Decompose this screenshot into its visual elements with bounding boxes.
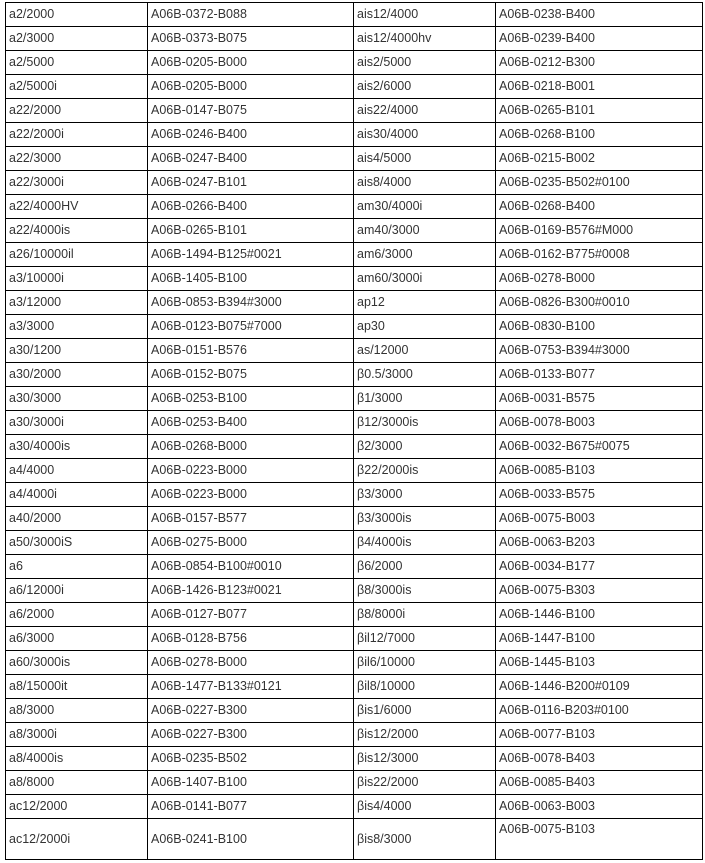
part-number-cell: A06B-0826-B300#0010 — [496, 291, 703, 315]
table-row — [6, 195, 703, 219]
part-number-cell: A06B-1426-B123#0021 — [148, 579, 354, 603]
part-number-cell: A06B-0218-B001 — [496, 75, 703, 99]
table-row — [6, 771, 703, 795]
part-number-cell: A06B-1405-B100 — [148, 267, 354, 291]
motor-model-cell: ais4/5000 — [354, 147, 496, 171]
table-row — [6, 3, 703, 27]
parts-table-container — [5, 2, 703, 860]
motor-model-cell: βis4/4000 — [354, 795, 496, 819]
part-number-cell: A06B-0151-B576 — [148, 339, 354, 363]
table-row — [6, 243, 703, 267]
part-number-cell: A06B-0116-B203#0100 — [496, 699, 703, 723]
motor-model-cell: βis1/6000 — [354, 699, 496, 723]
table-row — [6, 627, 703, 651]
part-number-cell: A06B-0265-B101 — [496, 99, 703, 123]
part-number-cell: A06B-0123-B075#7000 — [148, 315, 354, 339]
table-row — [6, 147, 703, 171]
table-row — [6, 171, 703, 195]
motor-model-cell: βil8/10000 — [354, 675, 496, 699]
table-row — [6, 723, 703, 747]
motor-model-cell: am30/4000i — [354, 195, 496, 219]
part-number-cell: A06B-0268-B100 — [496, 123, 703, 147]
part-number-cell: A06B-0075-B303 — [496, 579, 703, 603]
table-row — [6, 435, 703, 459]
table-row — [6, 219, 703, 243]
part-number-cell: A06B-0235-B502#0100 — [496, 171, 703, 195]
motor-model-cell: a30/1200 — [6, 339, 148, 363]
table-row — [6, 483, 703, 507]
table-row — [6, 531, 703, 555]
part-number-cell: A06B-0268-B400 — [496, 195, 703, 219]
motor-model-cell: a22/3000 — [6, 147, 148, 171]
part-number-cell: A06B-0063-B003 — [496, 795, 703, 819]
part-number-cell: A06B-0075-B103 — [496, 819, 703, 860]
part-number-cell: A06B-0147-B075 — [148, 99, 354, 123]
part-number-cell: A06B-0253-B100 — [148, 387, 354, 411]
part-number-cell: A06B-0063-B203 — [496, 531, 703, 555]
part-number-cell: A06B-1446-B100 — [496, 603, 703, 627]
part-number-cell: A06B-0278-B000 — [496, 267, 703, 291]
motor-model-cell: a50/3000iS — [6, 531, 148, 555]
motor-model-cell: β3/3000is — [354, 507, 496, 531]
motor-model-cell: a2/5000 — [6, 51, 148, 75]
table-row — [6, 411, 703, 435]
motor-model-cell: ais8/4000 — [354, 171, 496, 195]
table-row — [6, 507, 703, 531]
table-row — [6, 123, 703, 147]
motor-model-cell: β22/2000is — [354, 459, 496, 483]
part-number-cell: A06B-1445-B103 — [496, 651, 703, 675]
motor-model-cell: a22/4000is — [6, 219, 148, 243]
part-number-cell: A06B-0753-B394#3000 — [496, 339, 703, 363]
part-number-cell: A06B-0034-B177 — [496, 555, 703, 579]
part-number-cell: A06B-0212-B300 — [496, 51, 703, 75]
table-row — [6, 339, 703, 363]
part-number-cell: A06B-0830-B100 — [496, 315, 703, 339]
motor-model-cell: am40/3000 — [354, 219, 496, 243]
part-number-cell: A06B-0075-B003 — [496, 507, 703, 531]
motor-model-cell: ais12/4000hv — [354, 27, 496, 51]
motor-model-cell: a8/3000i — [6, 723, 148, 747]
part-number-cell: A06B-0157-B577 — [148, 507, 354, 531]
motor-model-cell: a30/3000i — [6, 411, 148, 435]
part-number-cell: A06B-0133-B077 — [496, 363, 703, 387]
part-number-cell: A06B-0268-B000 — [148, 435, 354, 459]
motor-model-cell: a30/4000is — [6, 435, 148, 459]
table-row — [6, 387, 703, 411]
motor-model-cell: a6 — [6, 555, 148, 579]
part-number-cell: A06B-0128-B756 — [148, 627, 354, 651]
motor-model-cell: a2/5000i — [6, 75, 148, 99]
motor-model-cell: ais2/5000 — [354, 51, 496, 75]
motor-model-cell: βil12/7000 — [354, 627, 496, 651]
table-row — [6, 603, 703, 627]
motor-model-cell: a6/12000i — [6, 579, 148, 603]
part-number-cell: A06B-0127-B077 — [148, 603, 354, 627]
part-number-cell: A06B-0373-B075 — [148, 27, 354, 51]
motor-model-cell: a22/2000 — [6, 99, 148, 123]
motor-model-cell: β12/3000is — [354, 411, 496, 435]
motor-model-cell: am6/3000 — [354, 243, 496, 267]
part-number-cell: A06B-0223-B000 — [148, 459, 354, 483]
motor-model-cell: β8/3000is — [354, 579, 496, 603]
table-row — [6, 99, 703, 123]
motor-model-cell: β4/4000is — [354, 531, 496, 555]
motor-model-cell: β6/2000 — [354, 555, 496, 579]
motor-model-cell: β8/8000i — [354, 603, 496, 627]
part-number-cell: A06B-0253-B400 — [148, 411, 354, 435]
part-number-cell: A06B-0278-B000 — [148, 651, 354, 675]
part-number-cell: A06B-0227-B300 — [148, 723, 354, 747]
table-row — [6, 459, 703, 483]
motor-model-cell: ais30/4000 — [354, 123, 496, 147]
table-row — [6, 819, 703, 860]
part-number-cell: A06B-0032-B675#0075 — [496, 435, 703, 459]
table-body — [6, 3, 703, 860]
motor-model-cell: a8/3000 — [6, 699, 148, 723]
motor-model-cell: a2/2000 — [6, 3, 148, 27]
table-row — [6, 75, 703, 99]
part-number-cell: A06B-1446-B200#0109 — [496, 675, 703, 699]
part-number-cell: A06B-0205-B000 — [148, 51, 354, 75]
part-number-cell: A06B-0235-B502 — [148, 747, 354, 771]
part-number-cell: A06B-0238-B400 — [496, 3, 703, 27]
motor-model-cell: a4/4000i — [6, 483, 148, 507]
part-number-cell: A06B-0239-B400 — [496, 27, 703, 51]
motor-model-cell: ap30 — [354, 315, 496, 339]
part-number-cell: A06B-1407-B100 — [148, 771, 354, 795]
motor-model-cell: a2/3000 — [6, 27, 148, 51]
motor-model-cell: a60/3000is — [6, 651, 148, 675]
part-number-cell: A06B-0152-B075 — [148, 363, 354, 387]
part-number-cell: A06B-0141-B077 — [148, 795, 354, 819]
motor-model-cell: a22/2000i — [6, 123, 148, 147]
table-row — [6, 795, 703, 819]
table-row — [6, 675, 703, 699]
part-number-cell: A06B-0372-B088 — [148, 3, 354, 27]
motor-model-cell: a6/3000 — [6, 627, 148, 651]
table-row — [6, 315, 703, 339]
motor-model-cell: a8/4000is — [6, 747, 148, 771]
table-row — [6, 555, 703, 579]
motor-model-cell: βis22/2000 — [354, 771, 496, 795]
part-number-cell: A06B-0033-B575 — [496, 483, 703, 507]
motor-model-cell: βis8/3000 — [354, 819, 496, 860]
part-number-cell: A06B-0854-B100#0010 — [148, 555, 354, 579]
part-number-cell: A06B-0031-B575 — [496, 387, 703, 411]
part-number-cell: A06B-0265-B101 — [148, 219, 354, 243]
motor-model-cell: ac12/2000 — [6, 795, 148, 819]
part-number-cell: A06B-0078-B003 — [496, 411, 703, 435]
motor-model-cell: β3/3000 — [354, 483, 496, 507]
part-number-cell: A06B-0205-B000 — [148, 75, 354, 99]
part-number-cell: A06B-0241-B100 — [148, 819, 354, 860]
part-number-cell: A06B-0266-B400 — [148, 195, 354, 219]
motor-model-cell: a8/15000it — [6, 675, 148, 699]
part-number-cell: A06B-0162-B775#0008 — [496, 243, 703, 267]
table-row — [6, 363, 703, 387]
table-row — [6, 747, 703, 771]
motor-model-cell: ais12/4000 — [354, 3, 496, 27]
motor-model-cell: a8/8000 — [6, 771, 148, 795]
part-number-cell: A06B-0247-B400 — [148, 147, 354, 171]
part-number-cell: A06B-0853-B394#3000 — [148, 291, 354, 315]
part-number-cell: A06B-0077-B103 — [496, 723, 703, 747]
table-row — [6, 699, 703, 723]
motor-model-cell: β1/3000 — [354, 387, 496, 411]
table-row — [6, 267, 703, 291]
table-row — [6, 579, 703, 603]
part-number-cell: A06B-0078-B403 — [496, 747, 703, 771]
motor-model-cell: as/12000 — [354, 339, 496, 363]
part-number-cell: A06B-0215-B002 — [496, 147, 703, 171]
part-number-cell: A06B-0247-B101 — [148, 171, 354, 195]
motor-model-cell: ais2/6000 — [354, 75, 496, 99]
motor-model-cell: a4/4000 — [6, 459, 148, 483]
motor-model-cell: a30/2000 — [6, 363, 148, 387]
motor-model-cell: a3/3000 — [6, 315, 148, 339]
part-number-cell: A06B-1447-B100 — [496, 627, 703, 651]
motor-model-cell: ac12/2000i — [6, 819, 148, 860]
motor-model-cell: a40/2000 — [6, 507, 148, 531]
part-number-cell: A06B-1494-B125#0021 — [148, 243, 354, 267]
table-row — [6, 651, 703, 675]
part-number-cell: A06B-0223-B000 — [148, 483, 354, 507]
motor-model-cell: a3/12000 — [6, 291, 148, 315]
motor-model-cell: β2/3000 — [354, 435, 496, 459]
motor-model-cell: β0.5/3000 — [354, 363, 496, 387]
motor-model-cell: ais22/4000 — [354, 99, 496, 123]
motor-model-cell: a22/3000i — [6, 171, 148, 195]
motor-part-number-table — [5, 2, 703, 860]
table-row — [6, 291, 703, 315]
motor-model-cell: a22/4000HV — [6, 195, 148, 219]
part-number-cell: A06B-0227-B300 — [148, 699, 354, 723]
motor-model-cell: a26/10000il — [6, 243, 148, 267]
part-number-cell: A06B-1477-B133#0121 — [148, 675, 354, 699]
part-number-cell: A06B-0085-B403 — [496, 771, 703, 795]
part-number-cell: A06B-0085-B103 — [496, 459, 703, 483]
motor-model-cell: βis12/2000 — [354, 723, 496, 747]
part-number-cell: A06B-0169-B576#M000 — [496, 219, 703, 243]
motor-model-cell: a6/2000 — [6, 603, 148, 627]
table-row — [6, 27, 703, 51]
part-number-cell: A06B-0275-B000 — [148, 531, 354, 555]
table-row — [6, 51, 703, 75]
motor-model-cell: a30/3000 — [6, 387, 148, 411]
motor-model-cell: βil6/10000 — [354, 651, 496, 675]
part-number-cell: A06B-0246-B400 — [148, 123, 354, 147]
motor-model-cell: a3/10000i — [6, 267, 148, 291]
motor-model-cell: ap12 — [354, 291, 496, 315]
motor-model-cell: am60/3000i — [354, 267, 496, 291]
motor-model-cell: βis12/3000 — [354, 747, 496, 771]
